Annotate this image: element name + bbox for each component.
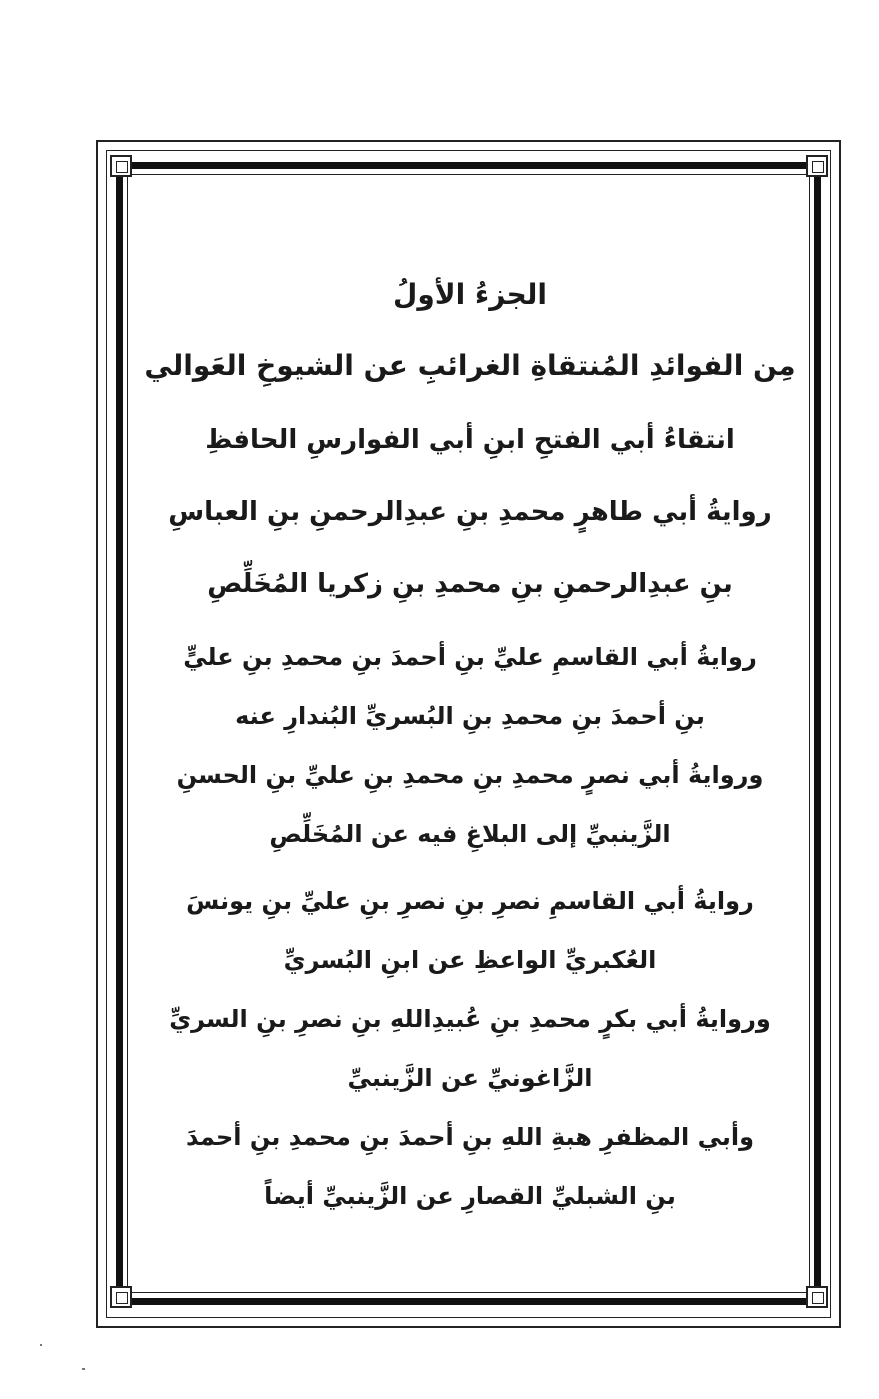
narration-line: بنِ الشبليِّ القصارِ عن الزَّينبيِّ أيضاً bbox=[264, 1182, 676, 1210]
narration-line: روايةُ أبي القاسمِ نصرِ بنِ نصرِ بنِ عليِّ بنِ يونسَ bbox=[186, 887, 754, 915]
selection-line: انتقاءُ أبي الفتحِ ابنِ أبي الفوارسِ الحافظِ bbox=[205, 425, 735, 455]
frame-corner-ornament-bottom-left bbox=[110, 1286, 132, 1308]
narration-line: وروايةُ أبي نصرٍ محمدِ بنِ محمدِ بنِ عليِّ بنِ الحسنِ bbox=[176, 761, 764, 789]
frame-corner-ornament-top-left bbox=[110, 155, 132, 177]
book-title: مِن الفوائدِ المُنتقاةِ الغرائبِ عن الشيوخِ العَوالي bbox=[144, 349, 796, 382]
frame-corner-ornament-bottom-right bbox=[806, 1286, 828, 1308]
title-page-text bbox=[140, 262, 800, 1226]
part-heading: الجزءُ الأولُ bbox=[393, 278, 547, 311]
scan-speck bbox=[82, 1368, 85, 1370]
narration-line: روايةُ أبي طاهرٍ محمدِ بنِ عبدِالرحمنِ بنِ العباسِ bbox=[168, 497, 772, 527]
narration-line: وأبي المظفرِ هبةِ اللهِ بنِ أحمدَ بنِ محمدِ بنِ أحمدَ bbox=[185, 1123, 755, 1151]
narration-line: الزَّينبيِّ إلى البلاغِ فيه عن المُخَلِّصِ bbox=[269, 820, 671, 848]
narration-line: روايةُ أبي القاسمِ عليِّ بنِ أحمدَ بنِ محمدِ بنِ عليٍّ bbox=[183, 643, 757, 671]
scan-speck bbox=[40, 1344, 42, 1346]
narration-line: العُكبريِّ الواعظِ عن ابنِ البُسريِّ bbox=[283, 946, 657, 974]
narration-line: بنِ أحمدَ بنِ محمدِ بنِ البُسريِّ البُندارِ عنه bbox=[235, 702, 705, 730]
narration-line: الزَّاغونيِّ عن الزَّينبيِّ bbox=[347, 1064, 593, 1092]
frame-corner-ornament-top-right bbox=[806, 155, 828, 177]
narration-line: وروايةُ أبي بكرٍ محمدِ بنِ عُبيدِاللهِ بنِ نصرِ بنِ السريِّ bbox=[169, 1005, 771, 1033]
narration-line: بنِ عبدِالرحمنِ بنِ محمدِ بنِ زكريا المُخَلِّصِ bbox=[207, 569, 733, 599]
